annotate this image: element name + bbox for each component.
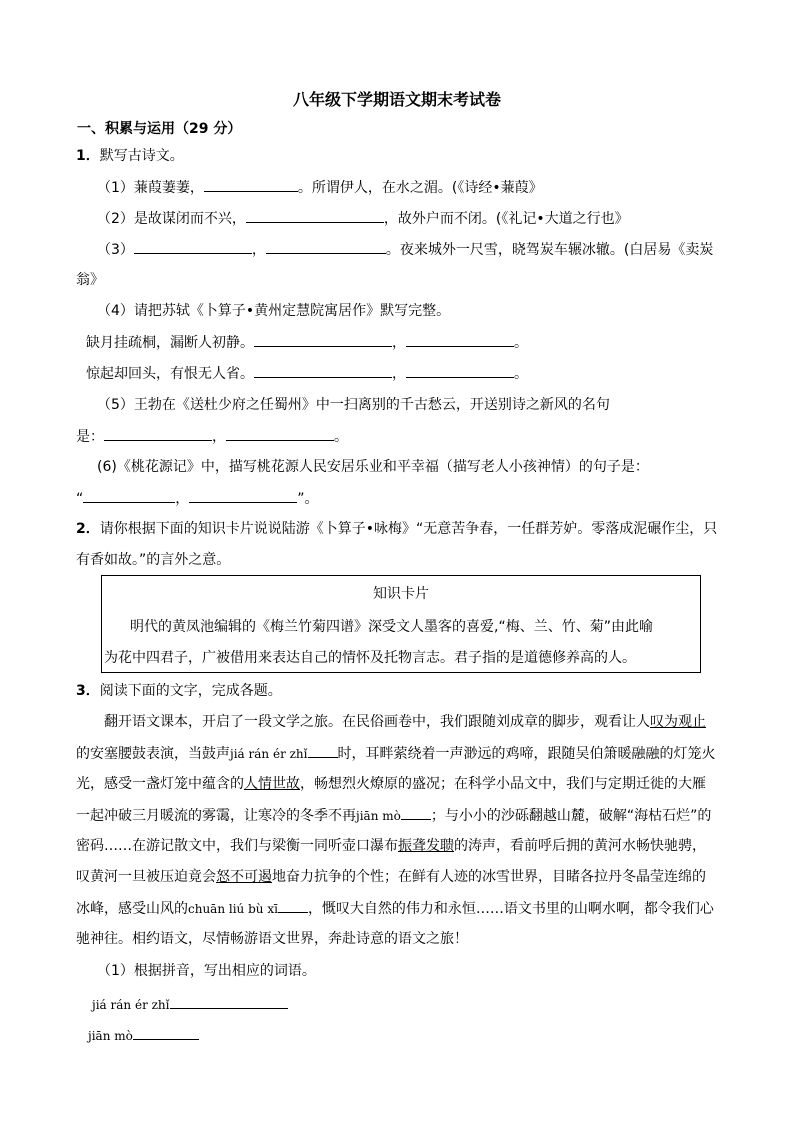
q1-item-3-cont: 翁》 (76, 272, 104, 288)
answer-blank[interactable] (254, 364, 392, 378)
question-number: 1． (76, 148, 100, 164)
item-text: ， (251, 242, 266, 258)
item-text: 是： (76, 429, 104, 445)
item-text: 。 (334, 429, 348, 445)
question-2-prompt-cont: 有香如故。”的言外之意。 (76, 552, 231, 568)
question-3-prompt (76, 682, 282, 700)
page-title: 八年级下学期语文期末考试卷 (292, 90, 501, 109)
passage-text: 地奋力抗争的个性；在鲜有人迹的冰雪世界，目睹各拉丹冬晶莹连绵的 (272, 869, 706, 885)
item-text: ，故外户而不闭。(《礼记•大道之行也》 (383, 211, 629, 227)
question-text: 阅读下面的文字，完成各题。 (99, 683, 282, 699)
passage-text: 光，感受一盏灯笼中蕴含的 (76, 776, 244, 792)
pinyin-text: jiān mò (88, 1029, 133, 1043)
pinyin-text: jiān mò (356, 809, 401, 823)
item-text: 。所谓伊人，在水之湄。(《诗经•蒹葭》 (297, 180, 543, 196)
pinyin-text: jiá rán ér zhǐ (230, 747, 308, 761)
answer-blank[interactable] (266, 240, 386, 254)
q1-item-4-line-2 (86, 364, 528, 383)
question-number: 3． (76, 683, 100, 699)
question-1-prompt (76, 147, 184, 165)
underlined-word: 怒不可遏 (216, 869, 272, 885)
item-text: （1）蒹葭萋萋， (97, 180, 204, 196)
item-text: 惊起却回头，有恨无人省。 (86, 366, 254, 382)
passage-text: 的涛声，看前呼后拥的黄河水畅快驰骋， (454, 838, 706, 854)
answer-blank[interactable] (401, 806, 431, 820)
item-text: （3） (97, 242, 134, 258)
pinyin-answer-2 (88, 1026, 199, 1045)
item-text: 缺月挂疏桐，漏断人初静。 (86, 335, 254, 351)
item-text: ”。 (297, 491, 319, 507)
answer-blank[interactable] (308, 744, 338, 758)
passage-text: 的安塞腰鼓表演，当鼓声 (76, 746, 230, 762)
item-text: ， (392, 335, 406, 351)
card-text: 为花中四君子，广被借用来表达自己的情怀及托物言志。君子指的是道德修养高的人。 (104, 650, 636, 666)
passage-text: 翻开语文课本，开启了一段文学之旅。在民俗画卷中，我们跟随刘成章的脚步，观看让人 (104, 714, 650, 730)
item-text: 。 (514, 335, 528, 351)
item-text: ， (175, 491, 190, 507)
answer-blank[interactable] (134, 240, 252, 254)
item-text: 。夜来城外一尺雪，晓驾炭车辗冰辙。(白居易《卖炭 (385, 242, 714, 258)
q1-item-5: （5）王勃在《送杜少府之任蜀州》中一扫离别的千古愁云，开送别诗之新风的名句 (97, 397, 610, 413)
passage-text: ，畅想烈火燎原的盛况；在科学小品文中，我们与定期迁徙的大雁 (300, 776, 706, 792)
q1-item-1 (97, 178, 543, 197)
q1-item-4: （4）请把苏轼《卜算子•黄州定慧院寓居作》默写完整。 (97, 303, 451, 319)
passage-line (76, 868, 706, 886)
item-text: “ (76, 491, 84, 507)
answer-blank[interactable] (406, 364, 514, 378)
q1-item-4-line-1 (86, 333, 528, 352)
underlined-word: 叹为观止 (650, 714, 706, 730)
passage-text: ；与小小的沙砾翻越山麓，破解“海枯石烂”的 (430, 808, 712, 824)
q1-item-3 (97, 240, 713, 259)
item-text: （2）是故谋闭而不兴， (97, 211, 246, 227)
answer-blank[interactable] (226, 427, 334, 441)
q1-item-6: (6)《桃花源记》中，描写桃花源人民安居乐业和平幸福（描写老人小孩神情）的句子是： (97, 459, 649, 475)
section-heading: 一、积累与运用（29 分） (77, 121, 242, 137)
passage-text: 一起冲破三月暖流的雾霭，让寒冷的冬季不再 (76, 808, 356, 824)
q1-item-5-cont (76, 427, 348, 446)
underlined-word: 振聋发聩 (398, 838, 454, 854)
passage-text: ，慨叹大自然的伟力和永恒……语文书里的山啊水啊，都令我们心 (307, 901, 714, 917)
passage-text: 密码……在游记散文中，我们与梁衡一同听壶口瀑布 (76, 838, 398, 854)
sub-question-1: （1）根据拼音，写出相应的词语。 (97, 963, 316, 979)
question-2-prompt (76, 520, 717, 538)
item-text: ， (212, 429, 226, 445)
answer-blank[interactable] (189, 489, 297, 503)
answer-blank[interactable] (246, 209, 384, 223)
item-text: 。 (514, 366, 528, 382)
question-text: 默写古诗文。 (99, 148, 184, 164)
passage-line (76, 806, 711, 825)
underlined-word: 人情世故 (244, 776, 300, 792)
passage-text: 冰峰，感受山风的 (76, 901, 188, 917)
passage-line (104, 713, 706, 731)
passage-line: 驰神往。相约语文，尽情畅游语文世界，奔赴诗意的语文之旅！ (76, 931, 468, 947)
question-text: 请你根据下面的知识卡片说说陆游《卜算子•咏梅》“无意苦争春，一任群芳妒。零落成泥碾作尘，只 (99, 521, 718, 537)
passage-text: 时，耳畔萦绕着一声渺远的鸡啼，跟随吴伯箫暖融融的灯笼火 (337, 746, 716, 762)
answer-blank[interactable] (170, 995, 288, 1009)
passage-line (76, 899, 714, 918)
item-text: ， (392, 366, 406, 382)
question-number: 2． (76, 521, 100, 537)
answer-blank[interactable] (204, 178, 298, 192)
card-text: 明代的黄凤池编辑的《梅兰竹菊四谱》深受文人墨客的喜爱,“梅、兰、竹、菊”由此喻 (130, 619, 653, 635)
passage-text: 叹黄河一旦被压迫竟会 (76, 869, 216, 885)
answer-blank[interactable] (83, 489, 175, 503)
answer-blank[interactable] (278, 899, 308, 913)
answer-blank[interactable] (133, 1026, 199, 1040)
card-title: 知识卡片 (373, 586, 429, 602)
answer-blank[interactable] (104, 427, 212, 441)
q1-item-6-cont (76, 489, 319, 508)
passage-line (76, 744, 716, 763)
passage-line (76, 837, 706, 855)
pinyin-text: chuān liú bù xī (188, 902, 278, 916)
answer-blank[interactable] (254, 333, 392, 347)
pinyin-text: jiá rán ér zhǐ (92, 998, 170, 1012)
q1-item-2 (97, 209, 629, 228)
knowledge-card (101, 575, 701, 673)
pinyin-answer-1 (92, 995, 288, 1014)
answer-blank[interactable] (406, 333, 514, 347)
passage-line (76, 775, 706, 793)
